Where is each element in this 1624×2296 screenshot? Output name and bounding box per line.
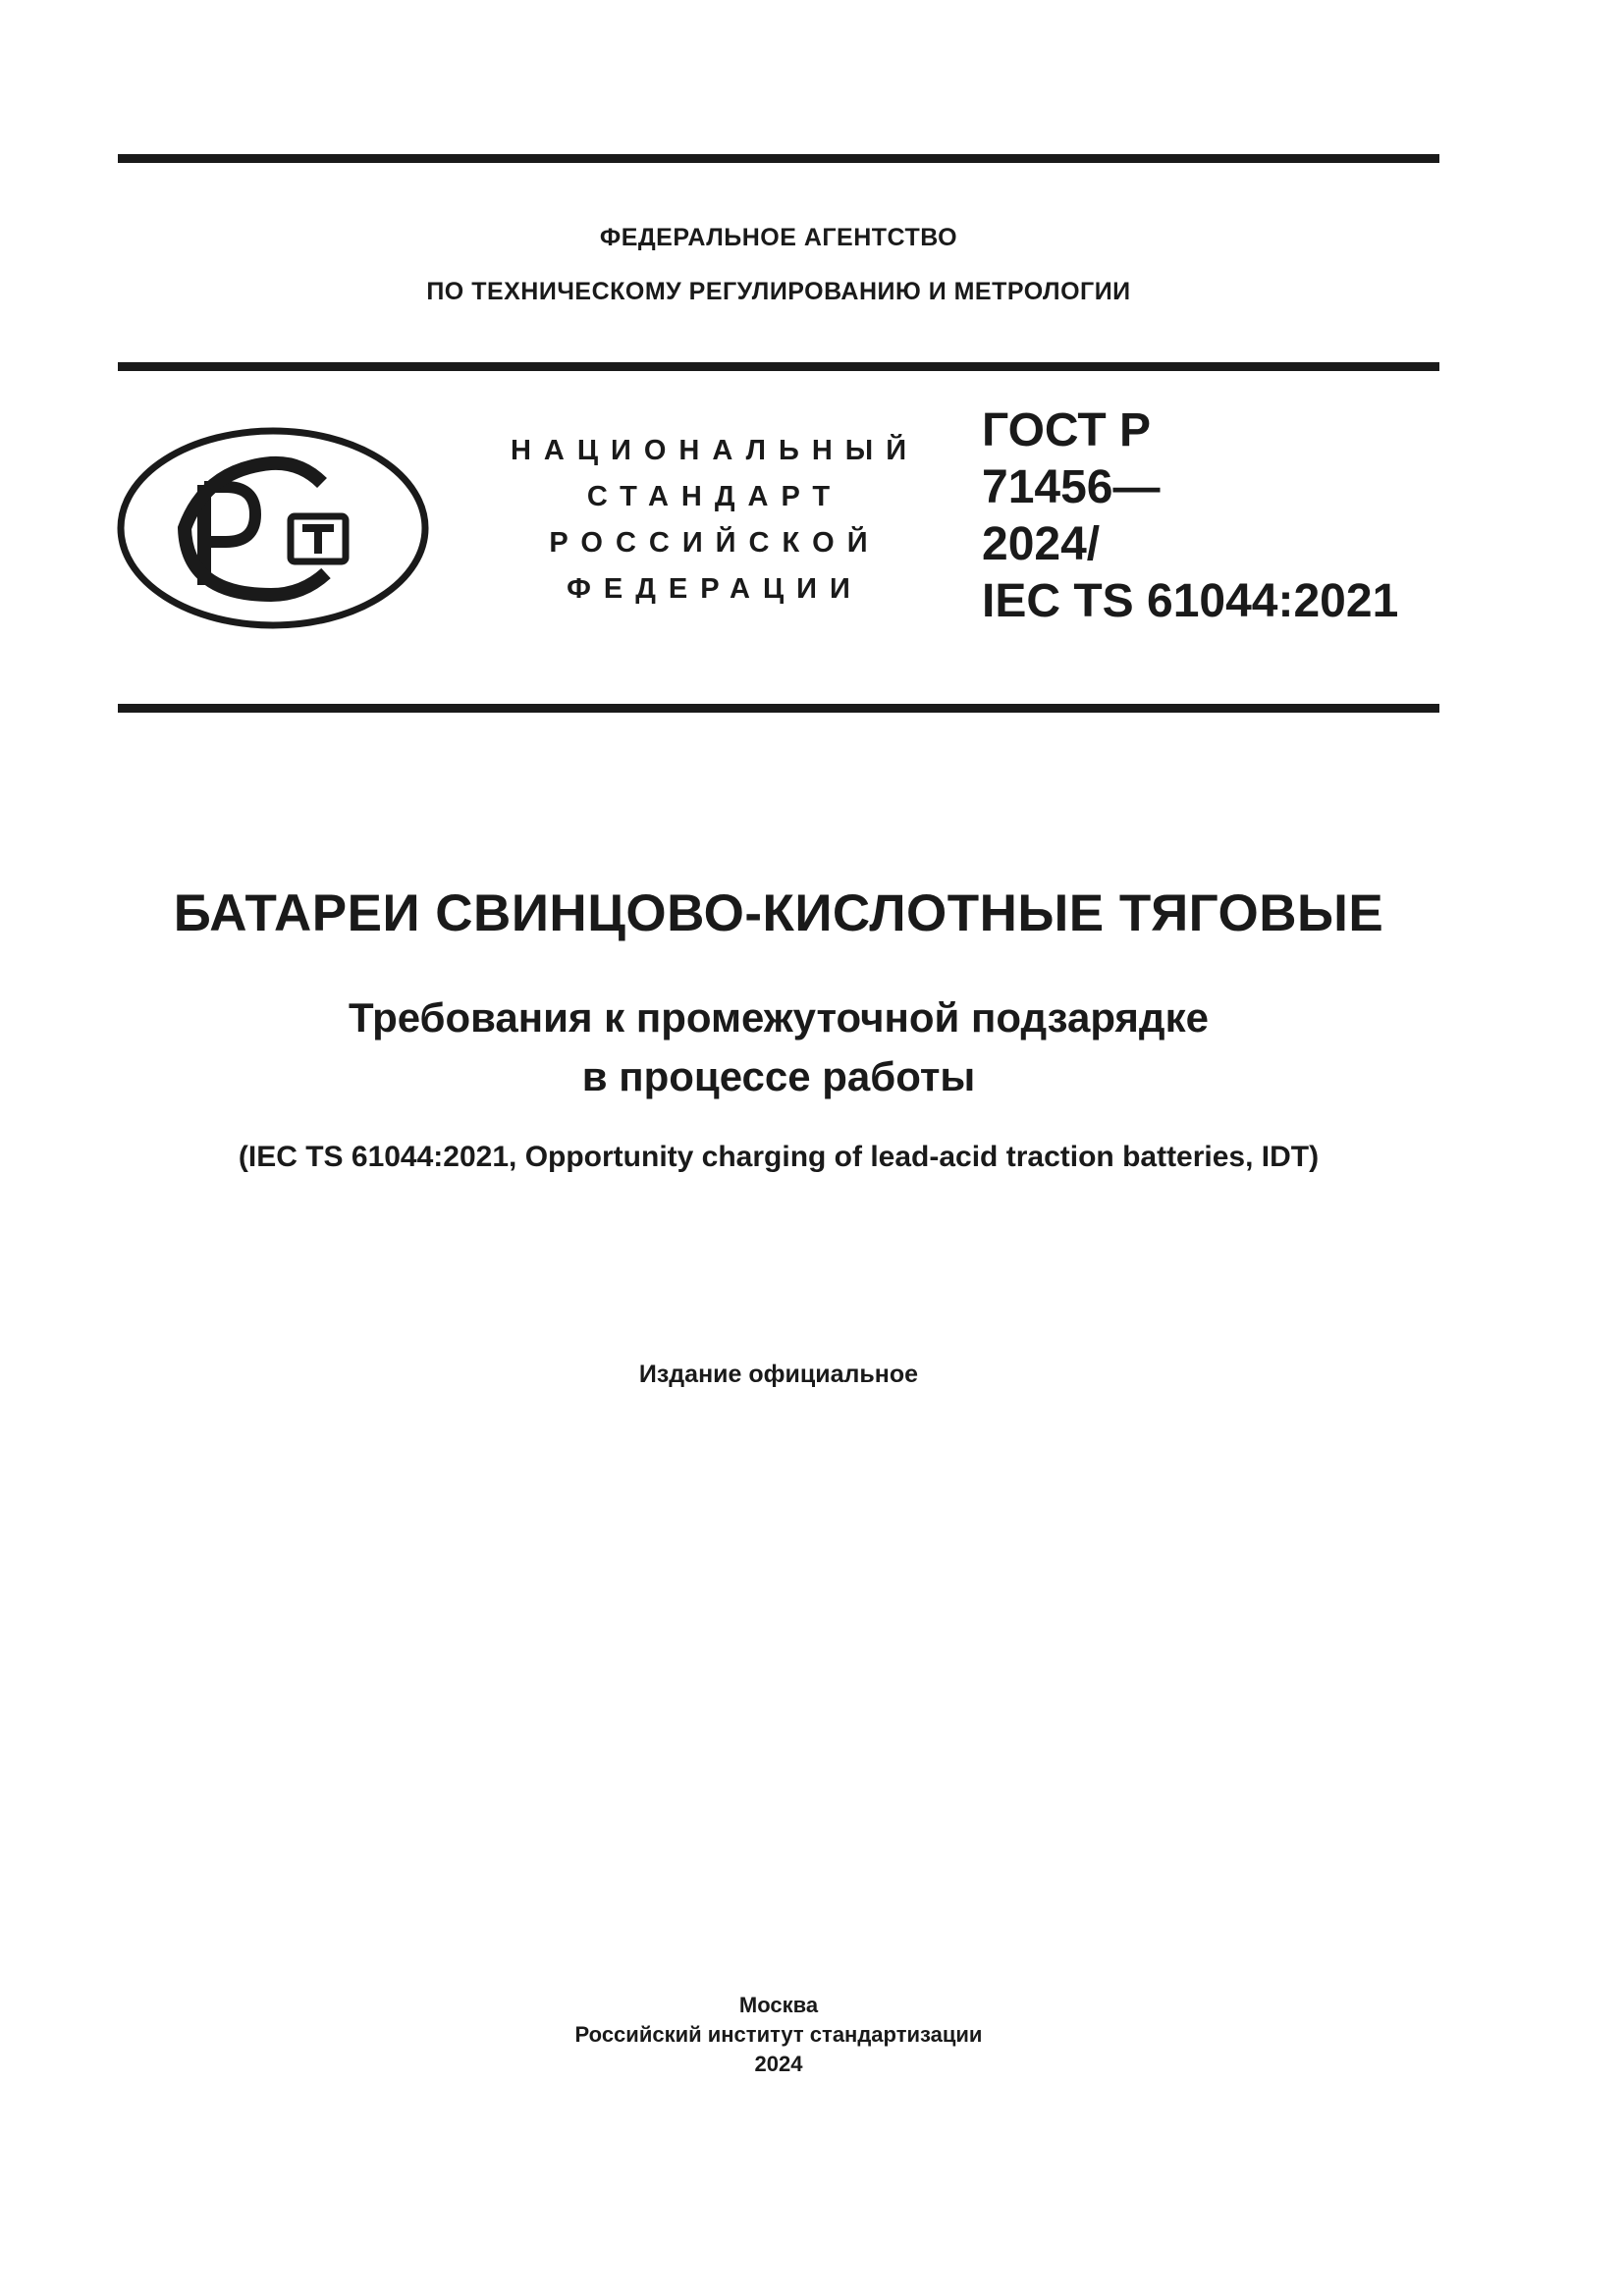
subtitle-line: Требования к промежуточной подзарядке	[349, 994, 1209, 1041]
imprint-year: 2024	[754, 2052, 803, 2076]
imprint-city: Москва	[738, 1993, 819, 2017]
national-standard-line: РОССИЙСКОЙ	[549, 527, 881, 559]
designation-line: 71456—	[982, 461, 1161, 513]
masthead-bottom-rule	[118, 704, 1439, 713]
subtitle-line: в процессе работы	[581, 1053, 976, 1099]
national-standard-line: НАЦИОНАЛЬНЫЙ	[510, 435, 920, 466]
designation-line: 2024/	[982, 518, 1101, 570]
agency-name-line-2: ПО ТЕХНИЧЕСКОМУ РЕГУЛИРОВАНИЮ И МЕТРОЛОГИИ	[426, 278, 1131, 305]
national-standard-label	[469, 428, 960, 613]
imprint-publisher: Российский институт стандартизации	[574, 2022, 983, 2047]
publisher-imprint	[118, 1991, 1439, 2079]
agency-name-line-1: ФЕДЕРАЛЬНОЕ АГЕНТСТВО	[599, 224, 958, 251]
rst-certification-mark-icon	[116, 426, 430, 630]
edition-note: Издание официальное	[638, 1361, 919, 1388]
designation-line: IEC TS 61044:2021	[982, 575, 1399, 627]
designation-line: ГОСТ Р	[982, 404, 1152, 456]
document-subtitle	[118, 988, 1439, 1106]
national-standard-line: СТАНДАРТ	[586, 481, 843, 512]
national-standard-line: ФЕДЕРАЦИИ	[567, 573, 863, 605]
international-standard-reference: (IEC TS 61044:2021, Opportunity charging of lead-acid traction batteries, IDT)	[238, 1141, 1320, 1173]
header-rule	[118, 362, 1439, 371]
document-title: БАТАРЕИ СВИНЦОВО-КИСЛОТНЫЕ ТЯГОВЫЕ	[173, 884, 1384, 942]
top-rule	[118, 154, 1439, 163]
standard-designation	[982, 402, 1434, 630]
